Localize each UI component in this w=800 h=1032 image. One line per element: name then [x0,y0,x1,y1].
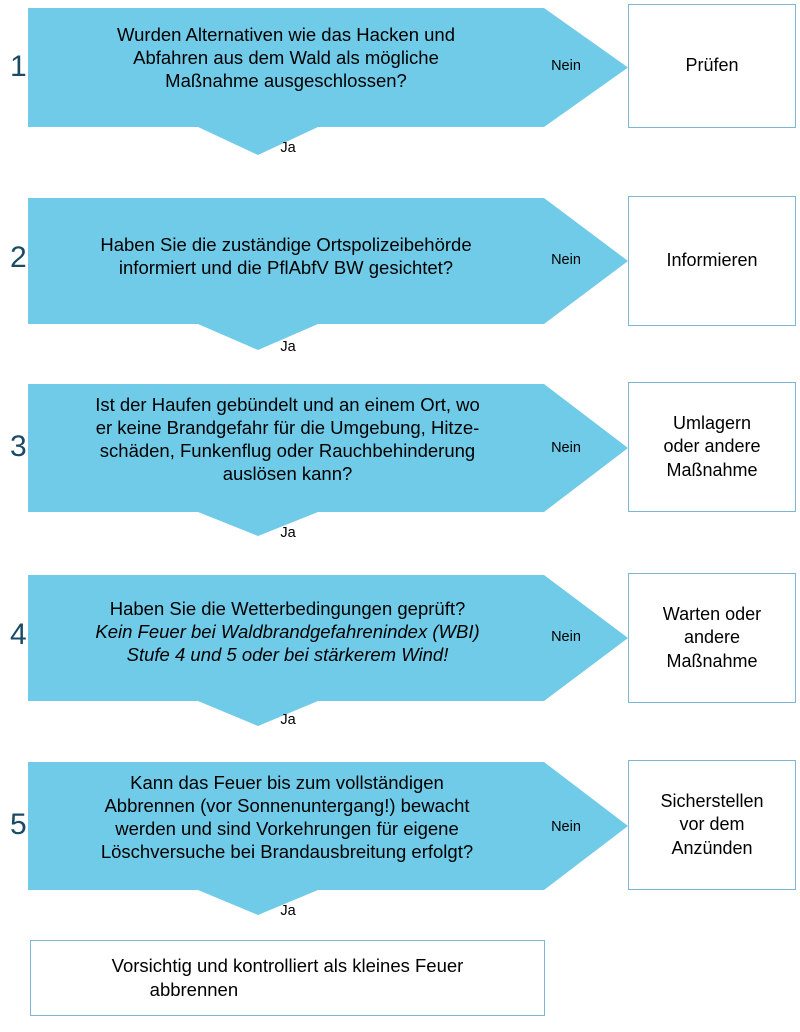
step-5-outcome-line-3: Anzünden [671,837,753,858]
step-1-question-line-2: Abfahren aus dem Wald als mögliche [133,46,439,68]
step-4-number: 4 [10,618,27,651]
step-3-outcome-line-1: Umlagern [672,412,751,433]
step-2-question [46,234,526,280]
step-2-outcome-line-1: Informieren [666,250,758,271]
step-4-yes-label: Ja [280,712,296,728]
step-4-outcome-box [628,573,796,703]
step-4-no-label: Nein [551,629,581,645]
step-1-outcome-line-1: Prüfen [685,55,739,76]
step-2-outcome-box [628,196,796,326]
step-3-number: 3 [10,430,27,463]
final-result-line-2: abbrennen [149,979,239,1000]
step-4-question-line-1: Haben Sie die Wetterbedingungen geprüft? [109,598,466,619]
step-2-no-label: Nein [551,252,581,268]
step-4-question [50,598,525,667]
step-3-outcome-box [628,382,796,512]
step-5-question [52,772,522,864]
step-5-no-label: Nein [551,819,581,835]
step-1-outcome-box [628,4,796,128]
step-3-outcome-line-3: Maßnahme [666,459,758,480]
step-5-outcome-line-1: Sicherstellen [660,790,764,811]
step-5-question-line-1: Kann das Feuer bis zum vollständigen [130,772,444,793]
step-5-outcome-line-2: vor dem [679,814,745,835]
step-4-question-italic-line-1: Kein Feuer bei Waldbrandgefahrenindex (WBI) [95,620,480,642]
step-3-question [40,394,535,486]
step-5-outcome-box [628,760,796,890]
step-1-question-line-3: Maßnahme ausgeschlossen? [165,69,407,91]
step-2-question-line-2: informiert und die PflAbfV BW gesichtet? [118,256,454,278]
step-5-number: 5 [10,808,27,841]
step-1-number: 1 [10,50,27,83]
step-3-question-line-3: schäden, Funkenflug oder Rauchbehinderung [99,439,476,461]
step-1-yes-label: Ja [280,140,296,156]
step-1-question [56,24,516,93]
step-4-outcome-line-3: Maßnahme [666,650,758,671]
step-4-outcome-line-2: andere [683,627,741,648]
final-result-line-1: Vorsichtig und kontrolliert als kleines Feuer [111,954,464,976]
step-5-question-line-3: werden und sind Vorkehrungen für eigene [115,817,459,839]
step-1-question-line-1: Wurden Alternativen wie das Hacken und [117,24,455,45]
step-1-no-label: Nein [551,58,581,74]
step-3-no-label: Nein [551,440,581,456]
step-2-yes-label: Ja [280,339,296,355]
step-2-question-line-1: Haben Sie die zuständige Ortspolizeibehörde [100,234,472,255]
final-result-box [30,940,545,1016]
step-4-question-italic-line-2: Stufe 4 und 5 oder bei stärkerem Wind! [126,643,449,665]
step-4-outcome-line-1: Warten oder [662,603,762,624]
step-3-yes-label: Ja [280,525,296,541]
step-3-outcome-line-2: oder andere [663,436,761,457]
step-5-question-line-4: Löschversuche bei Brandausbreitung erfolgt? [100,840,474,862]
step-3-question-line-1: Ist der Haufen gebündelt und an einem Ort, wo [95,394,480,415]
step-3-question-line-4: auslösen kann? [222,462,353,484]
step-3-question-line-2: er keine Brandgefahr für die Umgebung, Hitze- [95,416,480,438]
step-2-number: 2 [10,241,27,274]
step-5-yes-label: Ja [280,903,296,919]
step-5-question-line-2: Abbrennen (vor Sonnenuntergang!) bewacht [104,794,470,816]
